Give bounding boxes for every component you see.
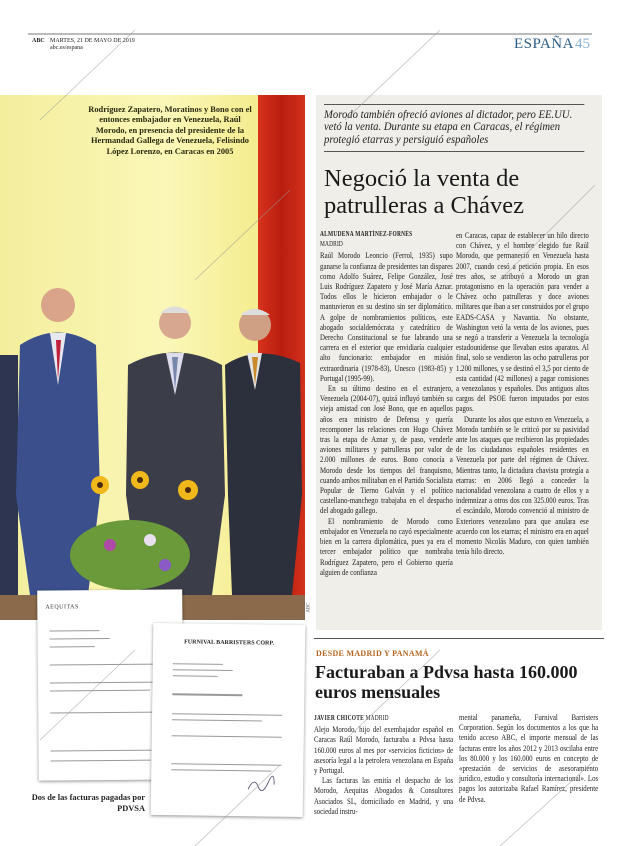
author: JAVIER CHICOTE bbox=[314, 715, 364, 722]
author: ALMUDENA MARTÍNEZ-FORNÉS bbox=[320, 231, 413, 238]
article-column-2 bbox=[456, 230, 589, 557]
date: MARTES, 21 DE MAYO DE 2019 bbox=[50, 38, 135, 44]
paragraph: En su último destino en el extranjero, Venezuela (2004-07), quizá influyó también su vieja amistad con José Bono, que en aquellos años era ministro de Defensa y quería recomponer las relaciones con Hugo Chávez tras la etapa de Aznar y, de paso, venderle aviones militares y patrulleras por valor de 2.000 millones de euros. Bono conocía a Morodo desde los tiempos del franquismo, cuando ambos militaban en el Partido Socialista Popular de Tierno Galván y el político castellano-manchego trabajaba en el despacho del abogado gallego. bbox=[320, 383, 453, 516]
paragraph: El nombramiento de Morodo como embajador en Venezuela no cayó especialmente bien en la carrera diplomática, pues ya era el tercer embajador político que nombraba Rodríguez Zapatero, pero el Gobierno quería alguien de confianza bbox=[320, 515, 453, 577]
brand: ABC bbox=[32, 38, 45, 44]
header-rule bbox=[28, 33, 592, 35]
second-column-2 bbox=[459, 712, 598, 804]
paragraph: Alejo Morodo, hijo del exembajador español en Caracas Raúl Morodo, facturaba a Pdvsa hasta 160.000 euros al mes por «servicios ficticios» de asesoría legal a la petrolera venezolana en España y Portugal. bbox=[314, 724, 454, 776]
paragraph: en Caracas, capaz de establecer un hilo directo con Chávez, y el hombre elegido fue Raúl Morodo, que permaneció en Venezuela hasta 2007, cuando cesó a petición propia. En esos tres años, se atribuyó a Morodo un gran protagonismo en la operación para vender a Chávez ocho patrulleras y doce aviones militares que iban a ser construidos por el grupo EADS-CASA y Navantia. No obstante, Washington vetó la venta de los aviones, pues se negó a transferir a Venezuela la tecnología estadounidense que llevaban estos aparatos. Al final, solo se vendieron las ocho patrulleras por 1.200 millones, y se destinó el 3,5 por ciento de esta cantidad (42 millones) a pagar comisiones a venezolanos y españoles. Dos antiguos altos cargos del PSOE fueron imputados por estos pagos. bbox=[456, 230, 589, 414]
photo-credit: ABC bbox=[306, 602, 312, 613]
invoice-brand: FURNIVAL BARRISTERS CORP. bbox=[184, 639, 275, 647]
second-column-1 bbox=[314, 712, 453, 816]
invoices-caption: Dos de las facturas pagadas por PDVSA bbox=[31, 793, 145, 813]
second-headline: Facturaban a Pdvsa hasta 160.000 euros mensuales bbox=[315, 662, 578, 702]
section-url[interactable]: abc.es/espana bbox=[50, 45, 83, 51]
paragraph: mental panameña, Furnival Barristers Corporation. Según los documentos a los que ha tenido acceso ABC, el importe mensual de las facturas entre los años 2012 y 2013 oscilaba entre los 80.000 y los 160.000 euros en concepto de «prestación de servicios de asesoramiento jurídico, estudio y consultoría internacional». Los pagos los autorizaba Rafael Ramírez, presidente de Pdvsa. bbox=[459, 712, 599, 804]
signature bbox=[246, 774, 276, 794]
dateline: MADRID bbox=[365, 715, 389, 722]
paragraph: Raúl Morodo Leoncio (Ferrol, 1935) supo ganarse la confianza de presidentes tan dispares como Adolfo Suárez, Felipe González, José Luis Rodríguez Zapatero y José María Aznar. Todos ellos le hicieron embajador o le mantuvieron en su destino sin ser diplomático. A golpe de nombramientos políticos, este abogado socialdemócrata y catedrático de Derecho Constitucional se fue labrando una carrera en el exterior que envidiaría cualquier alto funcionario: embajador en misión extraordinaria (1978-83), Unesco (1983-85) y Portugal (1995-99). bbox=[320, 250, 453, 383]
photo-caption: Rodríguez Zapatero, Moratinos y Bono con el entonces embajador en Venezuela, Raúl Morodo, en presencia del presidente de la Hermandad Gallega de Venezuela, Felisindo López Lorenzo, en Caracas en 2005 bbox=[88, 105, 252, 156]
article-headline: Negoció la venta de patrulleras a Chávez bbox=[324, 165, 524, 219]
paragraph: Durante los años que estuvo en Venezuela, a Morodo también se le criticó por su pasividad ante los ataques que recibieron las propiedades de los ciudadanos españoles residentes en Venezuela por parte del régimen de Chávez. Mientras tanto, la dictadura chavista protegía a etarras: en 2006 llegó a conceder la nacionalidad venezolana a cuatro de ellos y a indemnizar a otros dos con 325.000 euros. Tras el escándalo, Morodo convenció al ministro de Exteriores venezolano para que anulara ese acuerdo con los etarras; el ministro era en aquel momento Nicolás Maduro, con quien también tenía hilo directo. bbox=[456, 413, 589, 557]
paragraph: Las facturas las emitía el despacho de los Morodo, Aequitas Abogados & Consultores Asociados SL, domiciliado en Madrid, y una sociedad instru- bbox=[314, 775, 454, 816]
section-name: ESPAÑA bbox=[514, 36, 574, 52]
page-number: 45 bbox=[575, 36, 590, 52]
invoice-furnival bbox=[151, 623, 306, 817]
second-kicker: DESDE MADRID Y PANAMÁ bbox=[316, 649, 429, 658]
main-photo bbox=[0, 95, 305, 620]
photo-figures bbox=[0, 95, 305, 620]
article-deck: Morodo también ofreció aviones al dictador, pero EE.UU. vetó la venta. Durante su etapa en Caracas, el régimen protegió etarras y persiguió españoles bbox=[324, 104, 584, 152]
article-column-1 bbox=[320, 230, 453, 577]
issue-date bbox=[50, 38, 135, 52]
dateline: MADRID bbox=[320, 241, 344, 249]
invoice-brand: AEQUITAS bbox=[45, 604, 79, 611]
section-divider bbox=[314, 638, 604, 639]
